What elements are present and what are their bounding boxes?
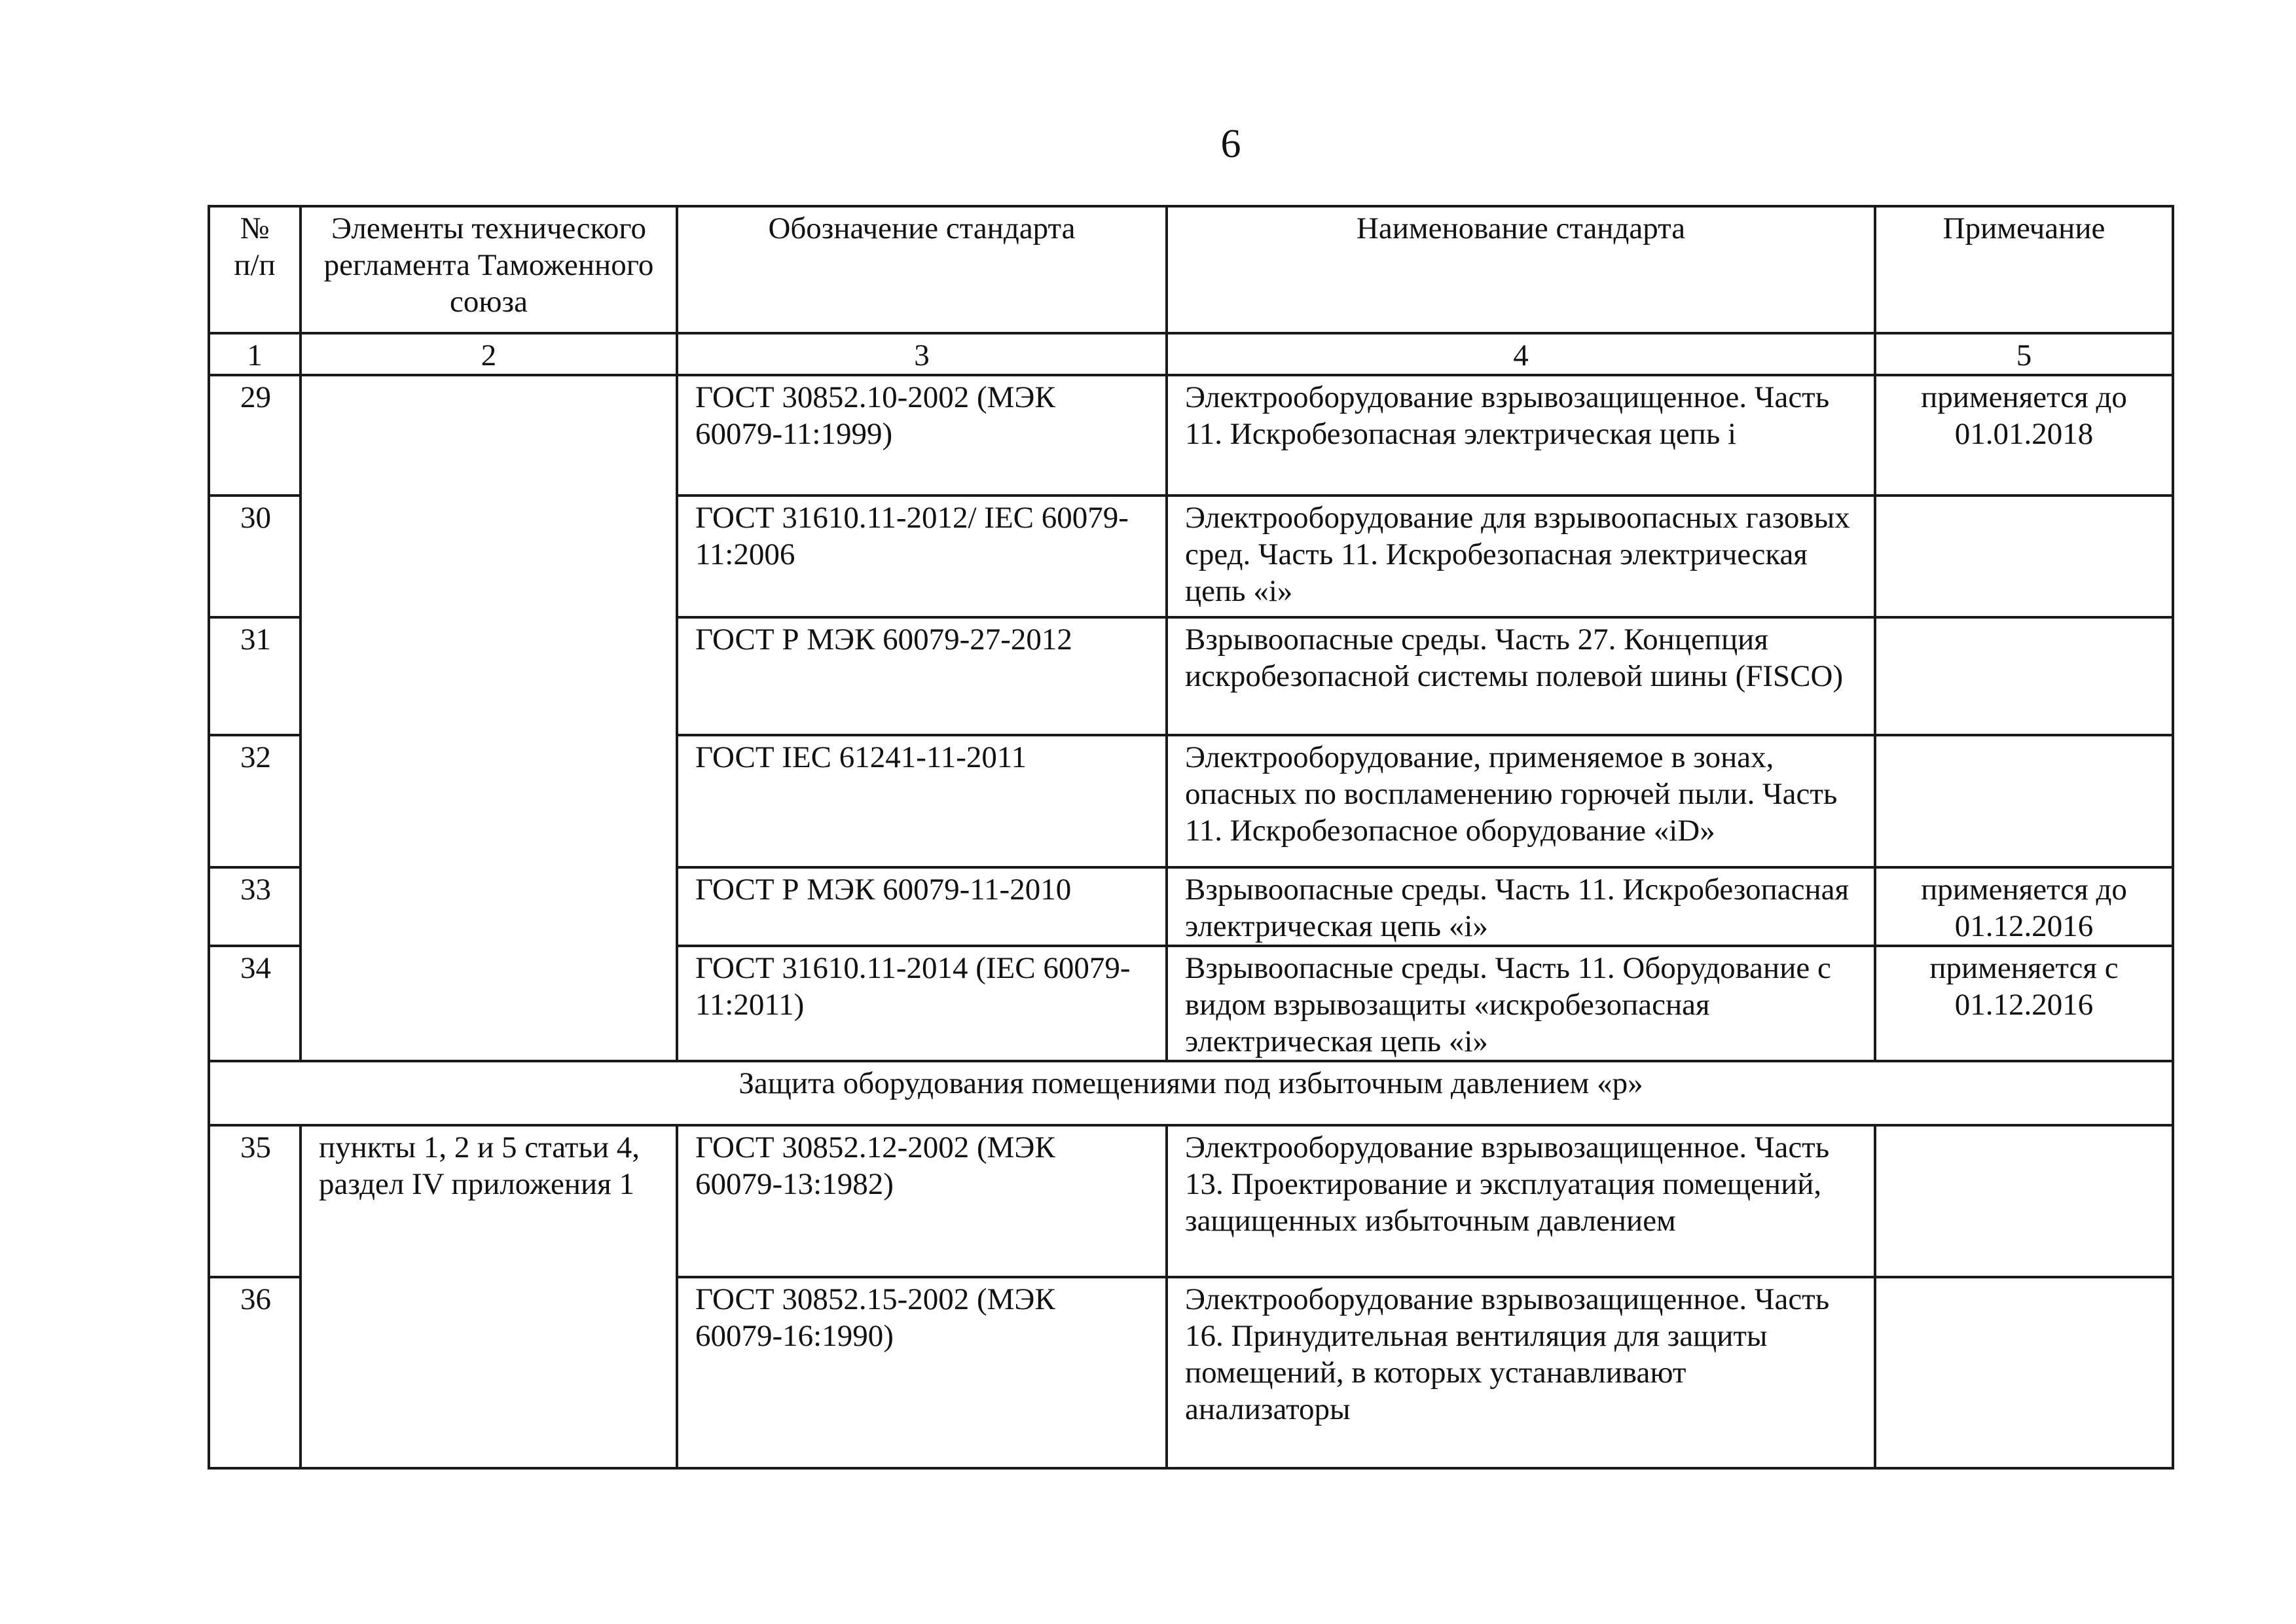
row-number: 35 — [209, 1125, 301, 1277]
element-cell: пункты 1, 2 и 5 статьи 4, раздел IV приложения 1 — [301, 1125, 677, 1468]
standard-note: применяется до 01.12.2016 — [1875, 867, 2173, 946]
row-number: 33 — [209, 867, 301, 946]
standard-name: Электрооборудование, применяемое в зонах, опасных по воспламенению горючей пыли. Часть 11. Искробезопасное оборудование «iD» — [1167, 735, 1875, 867]
standards-table — [208, 205, 2174, 1470]
standard-name: Взрывоопасные среды. Часть 11. Оборудование с видом взрывозащиты «искробезопасная электрическая цепь «i» — [1167, 946, 1875, 1061]
page-number: 6 — [1220, 122, 1241, 166]
standard-name: Электрооборудование взрывозащищенное. Часть 13. Проектирование и эксплуатация помещений, защищенных избыточным давлением — [1167, 1125, 1875, 1277]
row-number: 34 — [209, 946, 301, 1061]
row-number: 36 — [209, 1277, 301, 1468]
standard-name: Взрывоопасные среды. Часть 11. Искробезопасная электрическая цепь «i» — [1167, 867, 1875, 946]
header-name: Наименование стандарта — [1167, 206, 1875, 333]
row-number: 30 — [209, 496, 301, 617]
column-number: 3 — [677, 333, 1167, 375]
standard-designation: ГОСТ 30852.12-2002 (МЭК 60079-13:1982) — [677, 1125, 1167, 1277]
header-elements: Элементы технического регламента Таможенного союза — [301, 206, 677, 333]
row-number: 29 — [209, 375, 301, 496]
standard-designation: ГОСТ 30852.15-2002 (МЭК 60079-16:1990) — [677, 1277, 1167, 1468]
standard-name: Электрооборудование взрывозащищенное. Часть 16. Принудительная вентиляция для защиты помещений, в которых устанавливают анализаторы — [1167, 1277, 1875, 1468]
standard-designation: ГОСТ Р МЭК 60079-27-2012 — [677, 617, 1167, 735]
header-designation: Обозначение стандарта — [677, 206, 1167, 333]
standard-designation: ГОСТ 31610.11-2012/ IEC 60079-11:2006 — [677, 496, 1167, 617]
standard-note — [1875, 735, 2173, 867]
element-cell — [301, 375, 677, 1061]
table-row — [209, 1125, 2173, 1277]
column-number: 2 — [301, 333, 677, 375]
standard-note — [1875, 617, 2173, 735]
row-number: 31 — [209, 617, 301, 735]
header-note: Примечание — [1875, 206, 2173, 333]
standard-note — [1875, 1125, 2173, 1277]
column-number: 1 — [209, 333, 301, 375]
header-number: № п/п — [209, 206, 301, 333]
table-row — [209, 375, 2173, 496]
standard-designation: ГОСТ 31610.11-2014 (IEC 60079-11:2011) — [677, 946, 1167, 1061]
row-number: 32 — [209, 735, 301, 867]
standard-name: Взрывоопасные среды. Часть 27. Концепция искробезопасной системы полевой шины (FISCO) — [1167, 617, 1875, 735]
column-number: 5 — [1875, 333, 2173, 375]
standard-designation: ГОСТ 30852.10-2002 (МЭК 60079-11:1999) — [677, 375, 1167, 496]
standard-designation: ГОСТ Р МЭК 60079-11-2010 — [677, 867, 1167, 946]
standard-name: Электрооборудование взрывозащищенное. Часть 11. Искробезопасная электрическая цепь i — [1167, 375, 1875, 496]
header-row — [209, 206, 2173, 333]
column-number-row — [209, 333, 2173, 375]
standard-designation: ГОСТ IEC 61241-11-2011 — [677, 735, 1167, 867]
standard-note — [1875, 1277, 2173, 1468]
standard-name: Электрооборудование для взрывоопасных газовых сред. Часть 11. Искробезопасная электрическая цепь «i» — [1167, 496, 1875, 617]
column-number: 4 — [1167, 333, 1875, 375]
section-title: Защита оборудования помещениями под избыточным давлением «р» — [209, 1061, 2173, 1125]
section-row — [209, 1061, 2173, 1125]
standard-note — [1875, 496, 2173, 617]
standard-note: применяется до 01.01.2018 — [1875, 375, 2173, 496]
standard-note: применяется с 01.12.2016 — [1875, 946, 2173, 1061]
